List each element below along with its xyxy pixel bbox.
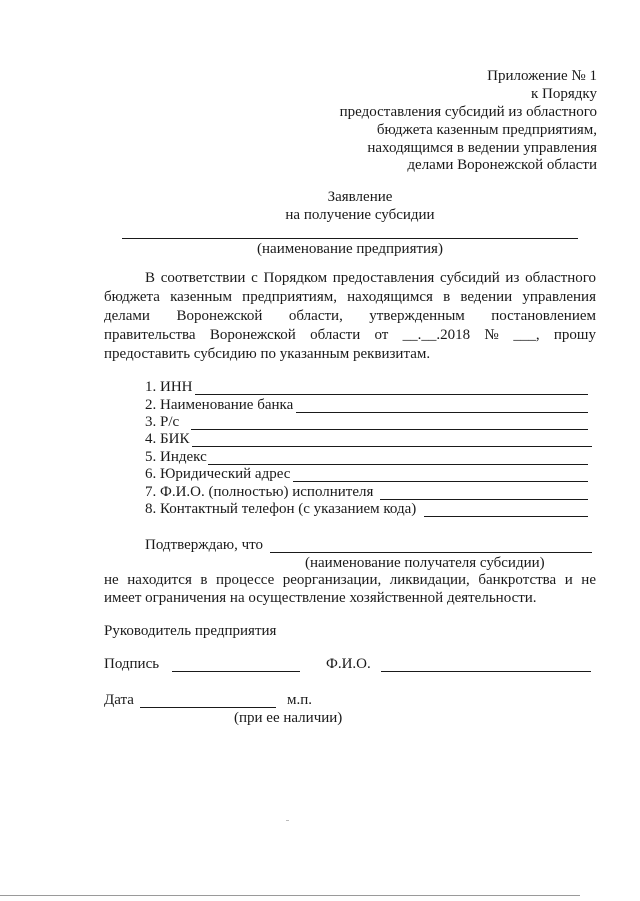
confirm-text-line: имеет ограничения на осуществление хозяйственной деятельности. <box>104 590 537 606</box>
appendix-line: находящимся в ведении управления <box>367 140 597 156</box>
field-label-index: 5. Индекс <box>145 449 207 465</box>
paragraph-line: правительства Воронежской области от __.__.2018 № ___, прошу <box>104 327 596 343</box>
field-line-index[interactable] <box>208 464 588 465</box>
field-label-bank: 2. Наименование банка <box>145 397 294 413</box>
document-subtitle: на получение субсидии <box>285 207 435 223</box>
scan-speck <box>286 820 289 821</box>
appendix-line: предоставления субсидий из областного <box>339 104 597 120</box>
field-line-phone[interactable] <box>424 516 588 517</box>
recipient-name-line[interactable] <box>270 552 592 553</box>
confirm-label: Подтверждаю, что <box>145 537 264 553</box>
field-label-executor: 7. Ф.И.О. (полностью) исполнителя <box>145 484 374 500</box>
field-line-bank[interactable] <box>296 412 588 413</box>
field-line-inn[interactable] <box>195 394 588 395</box>
field-label-inn: 1. ИНН <box>145 379 193 395</box>
page-bottom-edge <box>0 895 580 896</box>
field-line-account[interactable] <box>191 429 588 430</box>
field-label-bik: 4. БИК <box>145 431 190 447</box>
stamp-note: (при ее наличии) <box>234 710 343 726</box>
field-line-legal-address[interactable] <box>293 481 588 482</box>
stamp-label: м.п. <box>287 692 313 708</box>
field-line-bik[interactable] <box>192 446 592 447</box>
field-label-phone: 8. Контактный телефон (с указанием кода) <box>145 501 417 517</box>
appendix-line: к Порядку <box>531 86 597 102</box>
date-line[interactable] <box>140 707 276 708</box>
recipient-caption: (наименование получателя субсидии) <box>305 555 545 571</box>
fio-label: Ф.И.О. <box>326 656 371 672</box>
signature-label: Подпись <box>104 656 160 672</box>
enterprise-caption: (наименование предприятия) <box>257 241 443 257</box>
field-label-account: 3. Р/с <box>145 414 180 430</box>
enterprise-name-line[interactable] <box>122 238 578 239</box>
paragraph-line: делами Воронежской области, утвержденным постановлением <box>104 308 596 324</box>
appendix-line: делами Воронежской области <box>407 157 597 173</box>
field-label-legal-address: 6. Юридический адрес <box>145 466 291 482</box>
fio-line[interactable] <box>381 671 591 672</box>
appendix-line: Приложение № 1 <box>487 68 597 84</box>
head-title: Руководитель предприятия <box>104 623 277 639</box>
date-label: Дата <box>104 692 134 708</box>
paragraph-line: В соответствии с Порядком предоставления субсидий из областного <box>145 270 596 286</box>
document-title: Заявление <box>327 189 393 205</box>
field-line-executor[interactable] <box>380 499 588 500</box>
paragraph-line: предоставить субсидию по указанным реквизитам. <box>104 346 431 362</box>
signature-line[interactable] <box>172 671 300 672</box>
appendix-line: бюджета казенным предприятиям, <box>376 122 597 138</box>
paragraph-line: бюджета казенным предприятиям, находящимся в ведении управления <box>104 289 596 305</box>
confirm-text-line: не находится в процессе реорганизации, ликвидации, банкротства и не <box>104 572 596 588</box>
